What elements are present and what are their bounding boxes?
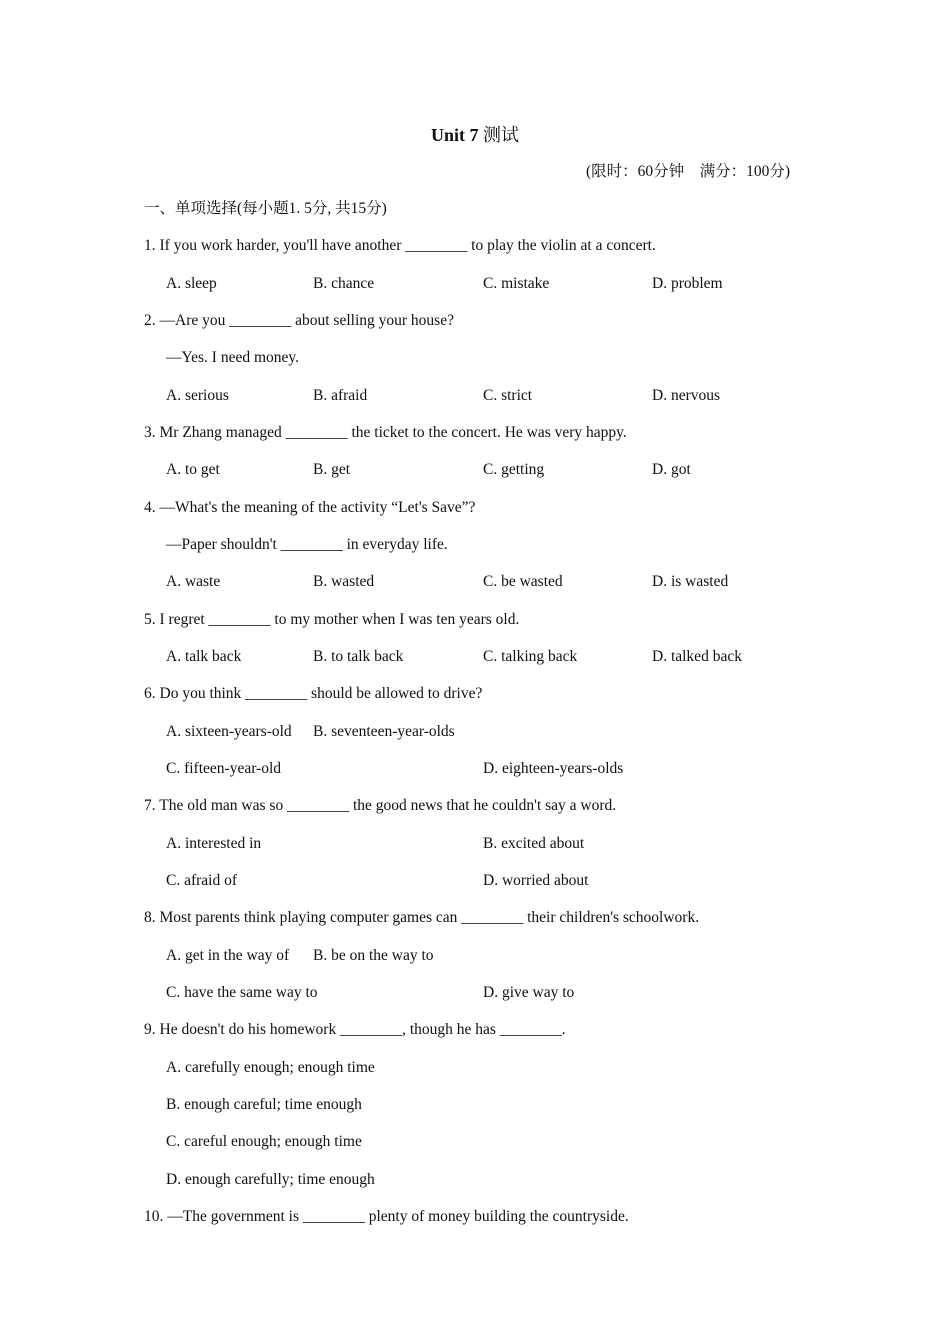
question-4-option-c: C. be wasted (483, 573, 563, 590)
question-7-stem: 7. The old man was so ________ the good news that he couldn't say a word. (144, 797, 617, 814)
question-8-stem: 8. Most parents think playing computer games can ________ their children's schoolwork. (144, 909, 700, 926)
question-3-stem: 3. Mr Zhang managed ________ the ticket to the concert. He was very happy. (144, 424, 627, 441)
page-title (0, 123, 950, 147)
question-6-option-c: C. fifteen-year-old (166, 760, 282, 777)
question-7-option-a: A. interested in (166, 835, 262, 852)
question-3-option-d: D. got (652, 461, 691, 478)
time-limit-info: (限时：60分钟 满分：100分) (586, 163, 791, 180)
question-5-option-a: A. talk back (166, 648, 242, 665)
question-4-reply: —Paper shouldn't ________ in everyday life. (166, 536, 448, 553)
question-7-option-d: D. worried about (483, 872, 589, 889)
question-4-option-b: B. wasted (313, 573, 375, 590)
question-4-stem: 4. —What's the meaning of the activity “Let's Save”? (144, 499, 476, 516)
question-5-option-b: B. to talk back (313, 648, 404, 665)
question-2-option-b: B. afraid (313, 387, 368, 404)
question-1-stem: 1. If you work harder, you'll have another ________ to play the violin at a concert. (144, 237, 656, 254)
question-4-option-d: D. is wasted (652, 573, 729, 590)
question-5-option-c: C. talking back (483, 648, 578, 665)
question-3-option-b: B. get (313, 461, 351, 478)
question-6-option-b: B. seventeen-year-olds (313, 723, 455, 740)
question-9-option-d: D. enough carefully; time enough (166, 1171, 375, 1188)
question-6-option-d: D. eighteen-years-olds (483, 760, 624, 777)
question-1-option-c: C. mistake (483, 275, 550, 292)
question-2-stem: 2. —Are you ________ about selling your house? (144, 312, 454, 329)
question-7-option-b: B. excited about (483, 835, 585, 852)
question-8-option-c: C. have the same way to (166, 984, 318, 1001)
question-5-option-d: D. talked back (652, 648, 742, 665)
question-3-option-c: C. getting (483, 461, 545, 478)
question-9-option-b: B. enough careful; time enough (166, 1096, 362, 1113)
title-cn: 测试 (483, 125, 519, 145)
question-6-stem: 6. Do you think ________ should be allowed to drive? (144, 685, 483, 702)
question-9-option-a: A. carefully enough; enough time (166, 1059, 375, 1076)
question-9-stem: 9. He doesn't do his homework ________, though he has ________. (144, 1021, 566, 1038)
question-4-option-a: A. waste (166, 573, 221, 590)
question-10-stem: 10. —The government is ________ plenty of money building the countryside. (144, 1208, 629, 1225)
question-1-option-a: A. sleep (166, 275, 217, 292)
question-8-option-b: B. be on the way to (313, 947, 434, 964)
question-8-option-d: D. give way to (483, 984, 575, 1001)
question-5-stem: 5. I regret ________ to my mother when I was ten years old. (144, 611, 520, 628)
question-2-option-d: D. nervous (652, 387, 721, 404)
question-2-option-c: C. strict (483, 387, 533, 404)
question-9-option-c: C. careful enough; enough time (166, 1133, 362, 1150)
question-7-option-c: C. afraid of (166, 872, 238, 889)
question-6-option-a: A. sixteen-years-old (166, 723, 292, 740)
question-1-option-b: B. chance (313, 275, 375, 292)
question-3-option-a: A. to get (166, 461, 220, 478)
section-heading: 一、单项选择(每小题1. 5分, 共15分) (144, 200, 387, 217)
question-8-option-a: A. get in the way of (166, 947, 290, 964)
question-1-option-d: D. problem (652, 275, 723, 292)
title-en: Unit 7 (430, 125, 479, 145)
question-2-reply: —Yes. I need money. (166, 349, 300, 366)
question-2-option-a: A. serious (166, 387, 229, 404)
